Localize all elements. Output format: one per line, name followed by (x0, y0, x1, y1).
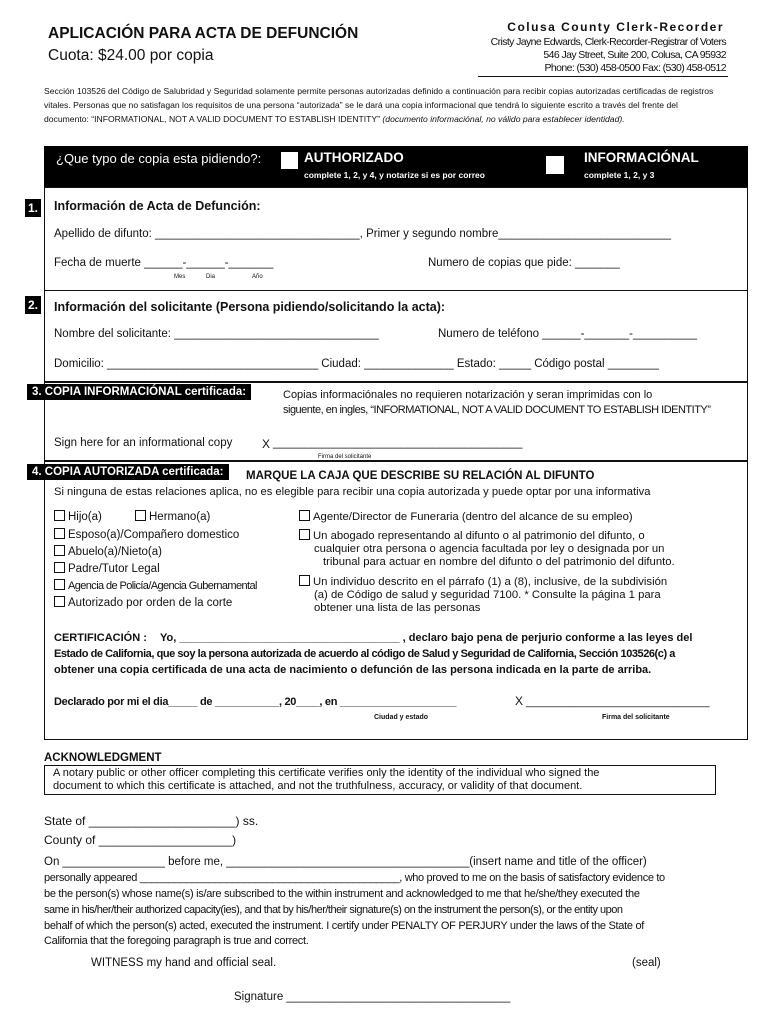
seal-text: (seal) (632, 957, 661, 969)
applicant-name-field[interactable]: Nombre del solicitante: ________________________________ (54, 328, 379, 340)
option-corte[interactable] (54, 596, 232, 609)
abuelo-checkbox[interactable] (54, 545, 65, 556)
section2-number: 2. (25, 296, 41, 314)
section4-number: 4. (32, 466, 42, 478)
option-abuelo[interactable] (54, 545, 162, 558)
county-field[interactable]: County of ____________________) (44, 833, 237, 847)
section3-note-1: Copias informaciónales no requieren notarización y seran imprimidas con lo (283, 389, 653, 401)
option-hijo[interactable] (54, 510, 102, 523)
corte-label: Autorizado por orden de la corte (68, 597, 233, 609)
esposo-label: Esposo(a)/Compañero domestico (68, 529, 240, 541)
copy-type-bar (44, 146, 748, 188)
office-address: 546 Jay Street, Suite 200, Colusa, CA 95932 (543, 49, 726, 61)
declared-field[interactable]: Declarado por mi el dia_____ de ___________, 20____, en ____________________ (54, 696, 457, 708)
informational-checkbox[interactable] (546, 156, 564, 174)
intro-paragraph (44, 84, 714, 126)
informational-signature-caption: Firma del solicitante (318, 454, 372, 460)
intro-italic: (documento informaciónal, no válido para establecer identidad). (382, 114, 625, 124)
office-name: Colusa County Clerk-Recorder (507, 20, 724, 34)
acknowledgment-notice-line-2: document to which this certificate is attached, and not the truthfulness, accuracy, or validity of that document. (53, 780, 583, 792)
ack-body-4: California that the foregoing paragraph is true and correct. (44, 935, 309, 947)
office-phone: Phone: (530) 458-0500 Fax: (530) 458-0512 (544, 62, 726, 74)
sections-1-2-box (44, 187, 748, 382)
deceased-name-field[interactable]: Apellido de difunto: ________________________________, Primer y segundo nombre___________________________ (54, 228, 672, 240)
copy-type-question: ¿Que typo de copia esta pidiendo?: (56, 151, 262, 166)
authorized-note: complete 1, 2, y 4, y notarize si es por correo (304, 170, 485, 180)
certification-line-1[interactable]: Yo, ____________________________________ , declaro bajo pena de perjurio conforme a las leyes del (160, 632, 693, 644)
section3-note-2: siguente, en ingles, “INFORMATIONAL, NOT A VALID DOCUMENT TO ESTABLISH IDENTITY” (283, 404, 711, 416)
section3-label (27, 384, 251, 400)
abuelo-label: Abuelo(a)/Nieto(a) (68, 546, 162, 558)
hermano-label: Hermano(a) (149, 511, 211, 523)
copies-count-field[interactable]: Numero de copias que pide: _______ (428, 257, 620, 269)
option-agencia[interactable] (54, 579, 257, 592)
declared-sign-mark: X (515, 694, 524, 708)
authorized-checkbox[interactable] (281, 152, 298, 169)
header-rule (478, 76, 728, 77)
year-caption: Año (252, 274, 263, 280)
section3-number: 3. (32, 386, 42, 398)
hijo-label: Hijo(a) (68, 511, 102, 523)
informational-sign-mark: X (262, 437, 271, 451)
authorized-label: AUTHORIZADO (304, 150, 404, 165)
section1-title: Información de Acta de Defunción: (54, 199, 261, 213)
notary-signature-field[interactable]: Signature ___________________________________ (234, 991, 511, 1003)
witness-text: WITNESS my hand and official seal. (91, 957, 277, 969)
appeared-field[interactable]: personally appeared _____________________________________________, who proved to me on the basis of satisfactory evidence to (44, 872, 665, 884)
padre-label: Padre/Tutor Legal (68, 563, 160, 575)
abogado-line-1: Un abogado representando al difunto o al patrimonio del difunto, o (313, 530, 645, 542)
death-date-field[interactable]: Fecha de muerte ______-______-_______ (54, 257, 274, 269)
informational-label: INFORMACIÓNAL (584, 150, 699, 165)
fee-label: Cuota: $24.00 por copia (48, 47, 214, 64)
hermano-checkbox[interactable] (135, 510, 146, 521)
informational-signature-field[interactable]: _______________________________________ (273, 437, 523, 449)
notary-date-field[interactable]: On ________________ before me, ______________________________________(insert name and title of the officer) (44, 856, 647, 868)
city-state-caption: Ciudad y estado (374, 714, 429, 721)
office-official: Cristy Jayne Edwards, Clerk-Recorder-Registrar of Voters (490, 36, 726, 48)
individuo-checkbox[interactable] (299, 575, 310, 586)
option-funeraria[interactable] (299, 510, 633, 523)
acknowledgment-notice (44, 765, 716, 795)
day-caption: Dia (206, 274, 216, 280)
section4-label (27, 464, 229, 480)
ack-body-1: be the person(s) whose name(s) is/are subscribed to the within instrument and acknowledged to me that he/she/they executed the (44, 888, 640, 900)
state-field[interactable]: State of ______________________) ss. (44, 814, 259, 828)
certification-line-2: Estado de California, que soy la persona autorizada de acuerdo al código de Salud y Seguridad de California, Sección 103526(c) a (54, 648, 675, 660)
acknowledgment-title: ACKNOWLEDGMENT (44, 752, 162, 764)
funeraria-label: Agente/Director de Funeraria (dentro del alcance de su empleo) (313, 511, 633, 523)
section1-number: 1. (25, 199, 41, 217)
acknowledgment-notice-line-1: A notary public or other officer completing this certificate verifies only the identity of the individual who signed the (53, 767, 600, 779)
section4-label-text: COPIA AUTORIZADA certificada: (44, 466, 224, 478)
corte-checkbox[interactable] (54, 596, 65, 607)
address-field[interactable]: Domicilio: _________________________________ Ciudad: ______________ Estado: _____ Código postal ________ (54, 358, 659, 370)
hijo-checkbox[interactable] (54, 510, 65, 521)
phone-field[interactable]: Numero de teléfono ______-_______-__________ (438, 328, 697, 340)
option-padre[interactable] (54, 562, 160, 575)
option-individuo[interactable] (299, 575, 667, 615)
month-caption: Mes (174, 274, 186, 280)
authorized-signature-field[interactable]: ______________________________ (526, 696, 710, 708)
abogado-line-3: tribunal para actuar en nombre del difunto o del patrimonio del difunto. (323, 556, 675, 568)
individuo-line-3: obtener una lista de las personas (314, 602, 481, 614)
agencia-label: Agencia de Policía/Agencia Gubernamental (68, 580, 257, 592)
option-esposo[interactable] (54, 528, 239, 541)
ack-body-3: behalf of which the person(s) acted, executed the instrument. I certify under PENALTY OF PERJURY under the laws of the State of (44, 920, 645, 932)
relationship-subheading: Si ninguna de estas relaciones aplica, no es elegible para recibir una copia autorizada y puede optar por una informativa (54, 486, 651, 498)
option-hermano[interactable] (135, 510, 210, 523)
certification-line-3: obtener una copia certificada de una acta de nacimiento o defunción de las persona indicada en la parte de arriba. (54, 664, 652, 676)
abogado-checkbox[interactable] (299, 529, 310, 540)
abogado-line-2: cualquier otra persona o agencia facultada por ley o designada por un (314, 543, 665, 555)
form-title: APLICACIÓN PARA ACTA DE DEFUNCIÓN (48, 25, 359, 42)
agencia-checkbox[interactable] (54, 579, 65, 590)
intro-text: Sección 103526 del Código de Salubridad y Seguridad solamente permite personas autorizadas definido a continuación para recibir copias autorizadas certificadas de registros vitales. Personas que no satisfagan los requisitos de una persona “autorizada” se le dará una copia informacional que tendrá lo siguiente escrito a través del frente del documento: “INFORMATIONAL, NOT A VALID DOCUMENT TO ESTABLISH IDENTITY” (44, 86, 714, 124)
authorized-signature-caption: Firma del solicitante (602, 714, 670, 721)
section2-title: Información del solicitante (Persona pidiendo/solicitando la acta): (54, 300, 446, 314)
option-abogado[interactable] (299, 529, 675, 569)
section-divider (44, 290, 748, 291)
informational-sign-label: Sign here for an informational copy (54, 437, 233, 449)
ack-body-2: same in his/her/their authorized capacity(ies), and that by his/her/their signature(s) on the instrument the person(s), or the entity upon (44, 904, 623, 916)
individuo-line-1: Un individuo descrito en el párrafo (1) a (8), inclusive, de la subdivisión (313, 576, 668, 588)
esposo-checkbox[interactable] (54, 528, 65, 539)
individuo-line-2: (a) de Código de salud y seguridad 7100. * Consulte la página 1 para (314, 589, 661, 601)
relationship-heading: MARQUE LA CAJA QUE DESCRIBE SU RELACIÓN AL DIFUNTO (246, 470, 595, 482)
padre-checkbox[interactable] (54, 562, 65, 573)
section3-label-text: COPIA INFORMACIÓNAL certificada: (44, 386, 247, 398)
funeraria-checkbox[interactable] (299, 510, 310, 521)
certification-label: CERTIFICACIÓN : (54, 632, 147, 644)
informational-note: complete 1, 2, y 3 (584, 170, 655, 180)
